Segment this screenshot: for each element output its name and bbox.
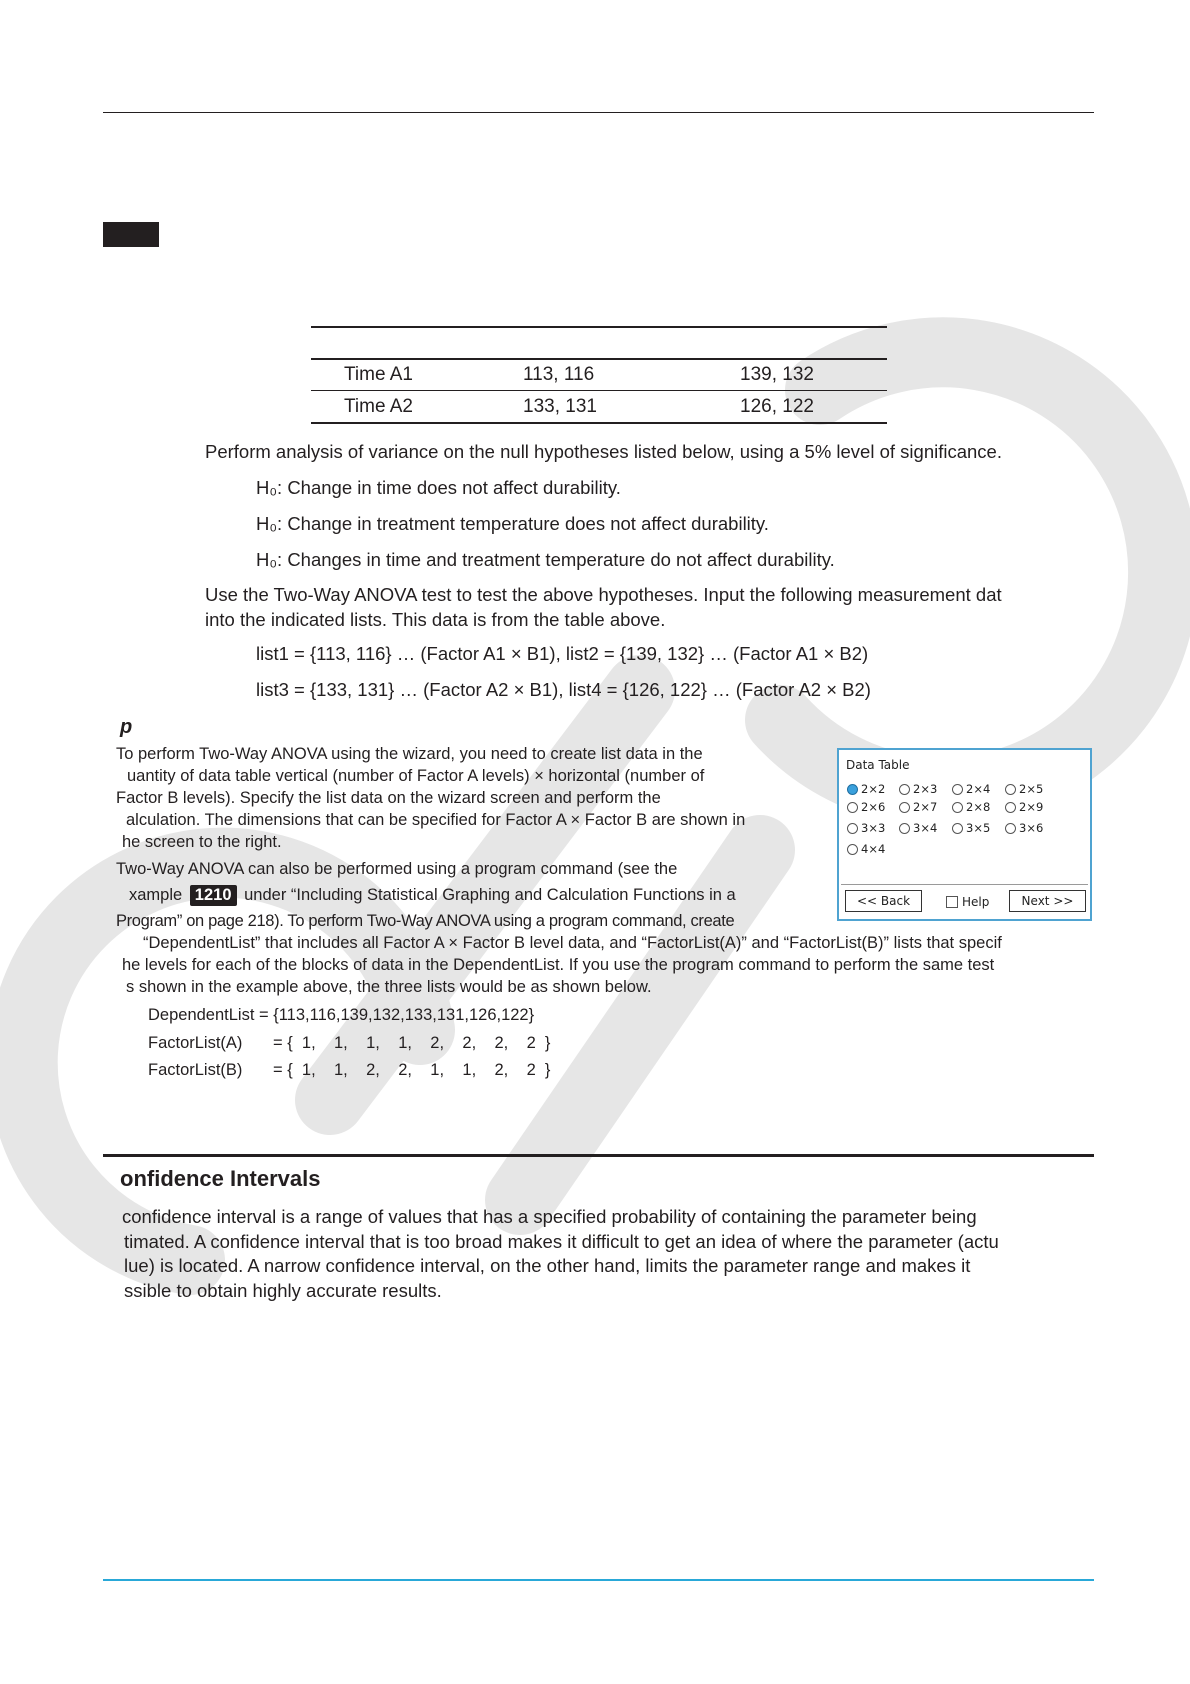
section-paragraph-line: ssible to obtain highly accurate results. [124, 1280, 442, 1301]
tip-heading: p [120, 716, 133, 738]
tip-line: uantity of data table vertical (number of Factor A levels) × horizontal (number of [127, 767, 705, 785]
factor-list-b-label: FactorList(B) [148, 1061, 243, 1079]
option-2x3[interactable]: 2×3 [899, 782, 937, 796]
data-table-dialog [837, 748, 1092, 921]
help-checkbox[interactable]: Help [946, 895, 989, 909]
radio-icon [1005, 802, 1016, 813]
radio-selected-icon [847, 784, 858, 795]
table-cell: 139, 132 [740, 364, 814, 385]
section-paragraph-line: confidence interval is a range of values that has a specified probability of containing the parameter being [122, 1206, 977, 1227]
option-2x7[interactable]: 2×7 [899, 800, 937, 814]
factor-list-b-values: = { 1, 1, 2, 2, 1, 1, 2, 2 } [273, 1061, 551, 1079]
section-paragraph-line: timated. A confidence interval that is too broad makes it difficult to get an idea of where the parameter (actu [124, 1231, 999, 1252]
option-3x5[interactable]: 3×5 [952, 821, 990, 835]
radio-icon [899, 823, 910, 834]
radio-icon [847, 823, 858, 834]
problem-use-line-2: into the indicated lists. This data is from the table above. [205, 609, 666, 630]
tip-line: Two-Way ANOVA can also be performed using a program command (see the [116, 860, 678, 878]
table-cell: 126, 122 [740, 396, 814, 417]
table-top-rule [311, 326, 887, 328]
tip-line: he screen to the right. [122, 833, 282, 851]
list-definition-2: list3 = {133, 131} … (Factor A2 × B1), list4 = {126, 122} … (Factor A2 × B2) [256, 679, 871, 700]
table-row-label: Time A1 [344, 364, 413, 385]
tip-example-pre: xample [129, 886, 183, 904]
option-3x6[interactable]: 3×6 [1005, 821, 1043, 835]
problem-intro: Perform analysis of variance on the null hypotheses listed below, using a 5% level of significance. [205, 441, 1002, 462]
example-tab-marker [103, 222, 159, 247]
header-rule [103, 112, 1094, 113]
option-2x9[interactable]: 2×9 [1005, 800, 1043, 814]
watermark-o-arc [780, 352, 1163, 792]
option-2x2[interactable]: 2×2 [847, 782, 885, 796]
factor-list-a-values: = { 1, 1, 1, 1, 2, 2, 2, 2 } [273, 1034, 551, 1052]
tip-line: Program” on page 218). To perform Two-Way ANOVA using a program command, create [116, 912, 735, 930]
table-cell: 133, 131 [523, 396, 597, 417]
example-number-badge[interactable]: 1210 [190, 885, 237, 906]
radio-icon [1005, 784, 1016, 795]
option-2x5[interactable]: 2×5 [1005, 782, 1043, 796]
radio-icon [952, 784, 963, 795]
hypothesis-3: H₀: Changes in time and treatment temperature do not affect durability. [256, 549, 835, 570]
factor-list-a-label: FactorList(A) [148, 1034, 243, 1052]
list-definition-1: list1 = {113, 116} … (Factor A1 × B1), list2 = {139, 132} … (Factor A1 × B2) [256, 643, 869, 664]
radio-icon [847, 802, 858, 813]
option-3x4[interactable]: 3×4 [899, 821, 937, 835]
radio-icon [952, 802, 963, 813]
footer-rule [103, 1579, 1094, 1581]
table-row-rule [311, 390, 887, 391]
dependent-list: DependentList = {113,116,139,132,133,131,126,122} [148, 1006, 535, 1024]
table-row-label: Time A2 [344, 396, 413, 417]
radio-icon [1005, 823, 1016, 834]
next-button[interactable]: Next >> [1009, 890, 1086, 912]
hypothesis-1: H₀: Change in time does not affect durability. [256, 477, 621, 498]
checkbox-icon [946, 896, 958, 908]
radio-icon [847, 844, 858, 855]
option-2x8[interactable]: 2×8 [952, 800, 990, 814]
tip-line: s shown in the example above, the three lists would be as shown below. [126, 978, 652, 996]
back-button[interactable]: << Back [845, 890, 922, 912]
option-2x4[interactable]: 2×4 [952, 782, 990, 796]
tip-example-post: under “Including Statistical Graphing and Calculation Functions in a [244, 886, 736, 904]
table-bottom-rule [311, 422, 887, 424]
tip-line: Factor B levels). Specify the list data on the wizard screen and perform the [116, 789, 661, 807]
radio-icon [952, 823, 963, 834]
section-paragraph-line: lue) is located. A narrow confidence interval, on the other hand, limits the parameter range and makes it [124, 1255, 971, 1276]
dialog-separator [841, 884, 1088, 885]
tip-line: alculation. The dimensions that can be specified for Factor A × Factor B are shown in [126, 811, 746, 829]
hypothesis-2: H₀: Change in treatment temperature does not affect durability. [256, 513, 769, 534]
tip-line: he levels for each of the blocks of data in the DependentList. If you use the program command to perform the same test [122, 956, 995, 974]
option-4x4[interactable]: 4×4 [847, 842, 885, 856]
table-cell: 113, 116 [523, 364, 595, 385]
option-2x6[interactable]: 2×6 [847, 800, 885, 814]
tip-line: To perform Two-Way ANOVA using the wizard, you need to create list data in the [116, 745, 703, 763]
table-header-rule [311, 358, 887, 360]
dialog-title: Data Table [846, 758, 910, 772]
radio-icon [899, 784, 910, 795]
section-rule [103, 1154, 1094, 1157]
problem-use-line-1: Use the Two-Way ANOVA test to test the above hypotheses. Input the following measurement dat [205, 584, 1002, 605]
radio-icon [899, 802, 910, 813]
option-3x3[interactable]: 3×3 [847, 821, 885, 835]
tip-line-example [129, 885, 736, 906]
section-title: onfidence Intervals [120, 1166, 321, 1191]
tip-line: “DependentList” that includes all Factor A × Factor B level data, and “FactorList(A)” and “FactorList(B)” lists that specif [143, 934, 1002, 952]
